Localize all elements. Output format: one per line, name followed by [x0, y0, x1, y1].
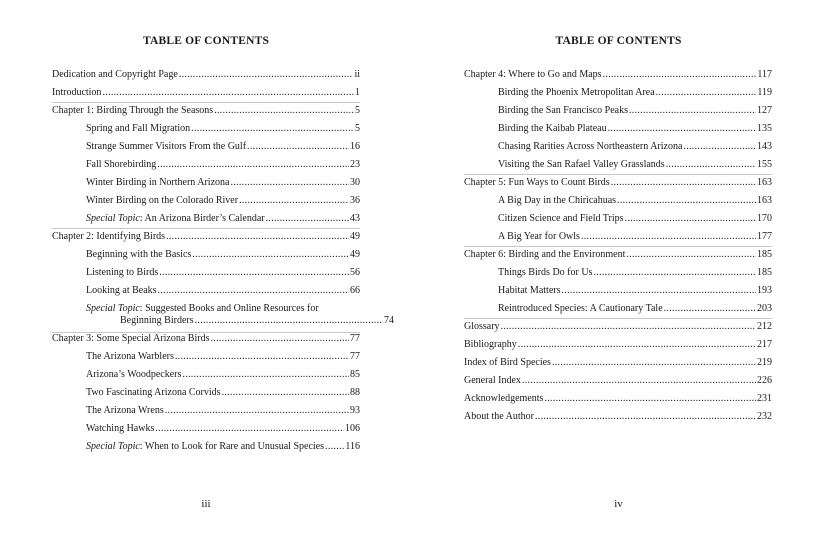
toc-chapter[interactable]: Chapter 5: Fun Ways to Count Birds ..... 163 — [464, 174, 772, 192]
toc-section[interactable]: A Big Year for Owls ..... 177 — [464, 228, 772, 246]
toc-section[interactable]: Citizen Science and Field Trips ..... 170 — [464, 210, 772, 228]
toc-section[interactable]: Chasing Rarities Across Northeastern Arizona ..... 143 — [464, 138, 772, 156]
toc-section[interactable]: The Arizona Warblers ..... 77 — [52, 348, 360, 366]
divider — [464, 318, 772, 319]
toc-section[interactable]: Visiting the San Rafael Valley Grasslands ..... 155 — [464, 156, 772, 174]
toc-section[interactable]: Habitat Matters ..... 193 — [464, 282, 772, 300]
toc-section[interactable]: Birding the San Francisco Peaks ..... 127 — [464, 102, 772, 120]
divider — [464, 174, 772, 175]
toc-chapter[interactable]: Chapter 1: Birding Through the Seasons ..... 5 — [52, 102, 360, 120]
toc-front-entry[interactable]: Dedication and Copyright Page ..... ii — [52, 66, 360, 84]
toc-back-entry[interactable]: Bibliography ..... 217 — [464, 336, 772, 354]
divider — [52, 228, 360, 229]
toc-section[interactable]: Birding the Kaibab Plateau ..... 135 — [464, 120, 772, 138]
toc-special-topic[interactable]: Special Topic: An Arizona Birder’s Calendar ..... 43 — [52, 210, 360, 228]
toc-chapter[interactable]: Chapter 2: Identifying Birds ..... 49 — [52, 228, 360, 246]
toc-section[interactable]: Birding the Phoenix Metropolitan Area ..... 119 — [464, 84, 772, 102]
toc-chapter[interactable]: Chapter 6: Birding and the Environment ..... 185 — [464, 246, 772, 264]
toc-section[interactable]: Reintroduced Species: A Cautionary Tale ..... 203 — [464, 300, 772, 318]
page-title: TABLE OF CONTENTS — [142, 35, 270, 47]
toc-section[interactable]: Spring and Fall Migration ..... 5 — [52, 120, 360, 138]
toc-section[interactable]: Watching Hawks ..... 106 — [52, 420, 360, 438]
toc-section[interactable]: Two Fascinating Arizona Corvids ..... 88 — [52, 384, 360, 402]
toc-section[interactable]: Fall Shorebirding ..... 23 — [52, 156, 360, 174]
toc-back-entry[interactable]: General Index ..... 226 — [464, 372, 772, 390]
divider — [52, 332, 360, 333]
toc-section[interactable]: The Arizona Wrens ..... 93 — [52, 402, 360, 420]
page-title: TABLE OF CONTENTS — [555, 35, 682, 47]
toc-section[interactable]: Strange Summer Visitors From the Gulf ..... 16 — [52, 138, 360, 156]
page-number: iv — [614, 498, 623, 510]
divider — [52, 102, 360, 103]
toc-chapter[interactable]: Chapter 4: Where to Go and Maps ..... 117 — [464, 66, 772, 84]
toc-back-entry[interactable]: Glossary ..... 212 — [464, 318, 772, 336]
toc-back-entry[interactable]: About the Author ..... 232 — [464, 408, 772, 426]
toc-section[interactable]: Things Birds Do for Us ..... 185 — [464, 264, 772, 282]
toc-back-entry[interactable]: Acknowledgements ..... 231 — [464, 390, 772, 408]
toc-section[interactable]: Arizona’s Woodpeckers ..... 85 — [52, 366, 360, 384]
toc-section[interactable]: Listening to Birds ..... 56 — [52, 264, 360, 282]
toc-special-topic[interactable]: Special Topic: When to Look for Rare and Unusual Species ..... 116 — [52, 438, 360, 456]
right-page — [412, 0, 825, 550]
toc-back-entry[interactable]: Index of Bird Species ..... 219 — [464, 354, 772, 372]
page-number: iii — [201, 498, 211, 510]
left-page — [0, 0, 412, 550]
toc-special-topic[interactable]: Special Topic: Suggested Books and Online Resources for Beginning Birders ..... 74 — [52, 300, 360, 330]
toc-list — [52, 66, 394, 456]
toc-section[interactable]: Winter Birding in Northern Arizona ..... 30 — [52, 174, 360, 192]
toc-section[interactable]: A Big Day in the Chiricahuas ..... 163 — [464, 192, 772, 210]
toc-section[interactable]: Winter Birding on the Colorado River ..... 36 — [52, 192, 360, 210]
toc-section[interactable]: Beginning with the Basics ..... 49 — [52, 246, 360, 264]
toc-chapter[interactable]: Chapter 3: Some Special Arizona Birds ..... 77 — [52, 330, 360, 348]
divider — [464, 246, 772, 247]
toc-front-entry[interactable]: Introduction ..... 1 — [52, 84, 360, 102]
toc-section[interactable]: Looking at Beaks ..... 66 — [52, 282, 360, 300]
